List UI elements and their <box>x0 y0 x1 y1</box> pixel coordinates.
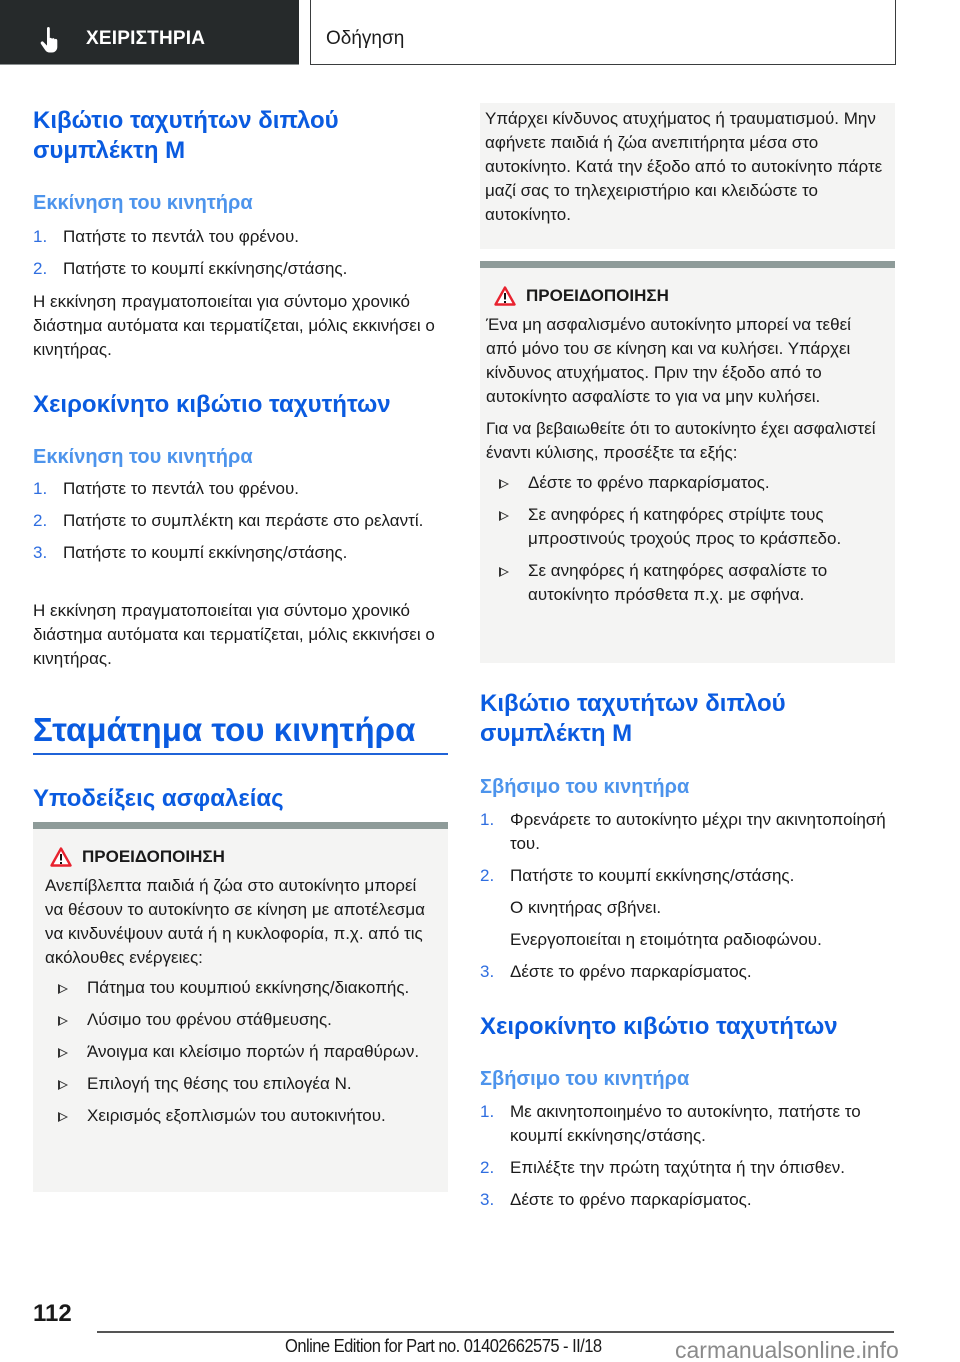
warning-text: Ανεπίβλεπτα παιδιά ή ζώα στο αυτοκίνητο μπορεί να θέσουν το αυτοκίνητο σε κίνηση με αποτέλεσμα να κινδυνέψουν αυτά ή η κυκλοφορία, π.χ. από τις ακόλουθες ενέργειες: <box>45 876 425 967</box>
list-item: Επιλογή της θέσης του επιλογέα N. <box>45 1072 438 1096</box>
footer-rule <box>97 1331 894 1333</box>
heading-dct-stop: Κιβώτιο ταχυτήτων διπλού συμπλέκτη M <box>480 690 786 747</box>
section-tab <box>0 0 299 65</box>
list-item: Λύσιμο του φρένου στάθμευσης. <box>45 1008 438 1032</box>
warning-text: Υπάρχει κίνδυνος ατυχήματος ή τραυματισμού. Μην αφήνετε παιδιά ή ζώα ανεπιτήρητα μέσα στο αυτοκίνητο. Κατά την έξοδο από το αυτοκίνητο πάρτε μαζί σας το τηλεχειριστήριο και κλειδώστε το αυτοκίνητο. <box>485 109 883 224</box>
heading-stop-engine: Σταμάτημα του κινητήρα <box>33 711 416 748</box>
heading-rule <box>33 753 448 755</box>
bullet-triangle-icon <box>58 1080 68 1090</box>
subheading-start-engine: Εκκίνηση του κινητήρα <box>33 446 253 468</box>
note-text: Η εκκίνηση πραγματοποιείται για σύντομο χρονικό διάστημα αυτόματα και τερματίζεται, μόλις εκκινήσει ο κινητήρας. <box>33 601 435 668</box>
steps-list <box>480 808 895 992</box>
warning-triangle-icon <box>494 286 516 306</box>
warning-box <box>480 261 895 663</box>
list-item: Δέστε το φρένο παρκαρίσματος. <box>486 471 885 495</box>
heading-manual-stop: Χειροκίνητο κιβώτιο ταχυτήτων <box>480 1013 838 1040</box>
warning-box-continued <box>480 103 895 249</box>
step-note: Ο κινητήρας σβήνει. <box>510 898 662 917</box>
page-number: 112 <box>33 1300 72 1327</box>
list-item: 3. Δέστε το φρένο παρκαρίσματος. <box>480 962 752 981</box>
bullet-triangle-icon <box>58 1112 68 1122</box>
bullet-triangle-icon <box>499 567 509 577</box>
warning-text-2: Για να βεβαιωθείτε ότι το αυτοκίνητο έχει ασφαλιστεί έναντι κύλισης, προσέξτε τα εξής: <box>486 419 876 462</box>
subheading-start-engine: Εκκίνηση του κινητήρα <box>33 192 253 214</box>
bullet-triangle-icon <box>58 984 68 994</box>
warning-label: ΠΡΟΕΙΔΟΠΟΙΗΣΗ <box>82 847 225 866</box>
list-item: 2. Επιλέξτε την πρώτη ταχύτητα ή την όπισθεν. <box>480 1158 846 1177</box>
warning-header <box>50 844 438 870</box>
warning-bullets <box>45 976 438 1128</box>
chapter-title: Οδήγηση <box>326 28 405 49</box>
steps-list <box>33 477 448 573</box>
hand-pointer-icon <box>40 27 64 53</box>
subheading-stop-engine: Σβήσιμο του κινητήρα <box>480 1068 690 1090</box>
steps-list <box>33 225 448 289</box>
heading-manual-start: Χειροκίνητο κιβώτιο ταχυτήτων <box>33 391 391 418</box>
bullet-triangle-icon <box>58 1048 68 1058</box>
list-item: Πάτημα του κουμπιού εκκίνησης/διακοπής. <box>45 976 438 1000</box>
list-item: 1. Πατήστε το πεντάλ του φρένου. <box>33 227 299 246</box>
list-item: 3. Δέστε το φρένο παρκαρίσματος. <box>480 1190 752 1209</box>
subheading-safety: Υποδείξεις ασφαλείας <box>33 785 284 812</box>
warning-triangle-icon <box>50 847 72 867</box>
step-note: Ενεργοποιείται η ετοιμότητα ραδιοφώνου. <box>510 930 822 949</box>
list-item: 1. Πατήστε το πεντάλ του φρένου. <box>33 479 299 498</box>
subheading-stop-engine: Σβήσιμο του κινητήρα <box>480 776 690 798</box>
list-item: 2. Πατήστε το κουμπί εκκίνησης/στάσης. Ο κινητήρας σβήνει. Ενεργοποιείται η ετοιμότητα ραδιοφώνου. <box>480 864 895 952</box>
list-item: 2. Πατήστε το συμπλέκτη και περάστε στο ρελαντί. <box>33 511 424 530</box>
list-item: 1. Με ακινητοποιημένο το αυτοκίνητο, πατήστε το κουμπί εκκίνησης/στάσης. <box>480 1102 861 1145</box>
section-label: ΧΕΙΡΙΣΤΗΡΙΑ <box>86 28 206 49</box>
warning-header <box>494 283 885 309</box>
warning-text: Ένα μη ασφαλισμένο αυτοκίνητο μπορεί να τεθεί από μόνο του σε κίνηση και να κυλήσει. Υπάρχει κίνδυνος ατυχήματος. Πριν την έξοδο από το αυτοκίνητο ασφαλίστε το για να μην κυλήσει. <box>486 315 851 406</box>
bullet-triangle-icon <box>58 1016 68 1026</box>
bullet-triangle-icon <box>499 511 509 521</box>
list-item: Σε ανηφόρες ή κατηφόρες στρίψτε τους μπροστινούς τροχούς προς το κράσπεδο. <box>486 503 885 551</box>
chapter-header <box>310 0 896 65</box>
heading-dct-start: Κιβώτιο ταχυτήτων διπλού συμπλέκτη M <box>33 107 339 164</box>
steps-list <box>480 1100 895 1220</box>
watermark-link[interactable]: carmanualsonline.info <box>675 1337 899 1362</box>
list-item: Χειρισμός εξοπλισμών του αυτοκινήτου. <box>45 1104 438 1128</box>
note-text: Η εκκίνηση πραγματοποιείται για σύντομο χρονικό διάστημα αυτόματα και τερματίζεται, μόλις εκκινήσει ο κινητήρας. <box>33 292 435 359</box>
warning-label: ΠΡΟΕΙΔΟΠΟΙΗΣΗ <box>526 286 669 305</box>
list-item: 2. Πατήστε το κουμπί εκκίνησης/στάσης. <box>33 259 348 278</box>
warning-box <box>33 822 448 1192</box>
list-item: 3. Πατήστε το κουμπί εκκίνησης/στάσης. <box>33 543 348 562</box>
list-item: 1. Φρενάρετε το αυτοκίνητο μέχρι την ακινητοποίησή του. <box>480 810 886 853</box>
bullet-triangle-icon <box>499 479 509 489</box>
list-item: Σε ανηφόρες ή κατηφόρες ασφαλίστε το αυτοκίνητο πρόσθετα π.χ. με σφήνα. <box>486 559 885 607</box>
warning-bullets <box>486 471 885 607</box>
edition-text: Online Edition for Part no. 01402662575 - II/18 <box>285 1336 602 1356</box>
warning-bar <box>480 261 895 268</box>
list-item: Άνοιγμα και κλείσιμο πορτών ή παραθύρων. <box>45 1040 438 1064</box>
warning-bar <box>33 822 448 829</box>
